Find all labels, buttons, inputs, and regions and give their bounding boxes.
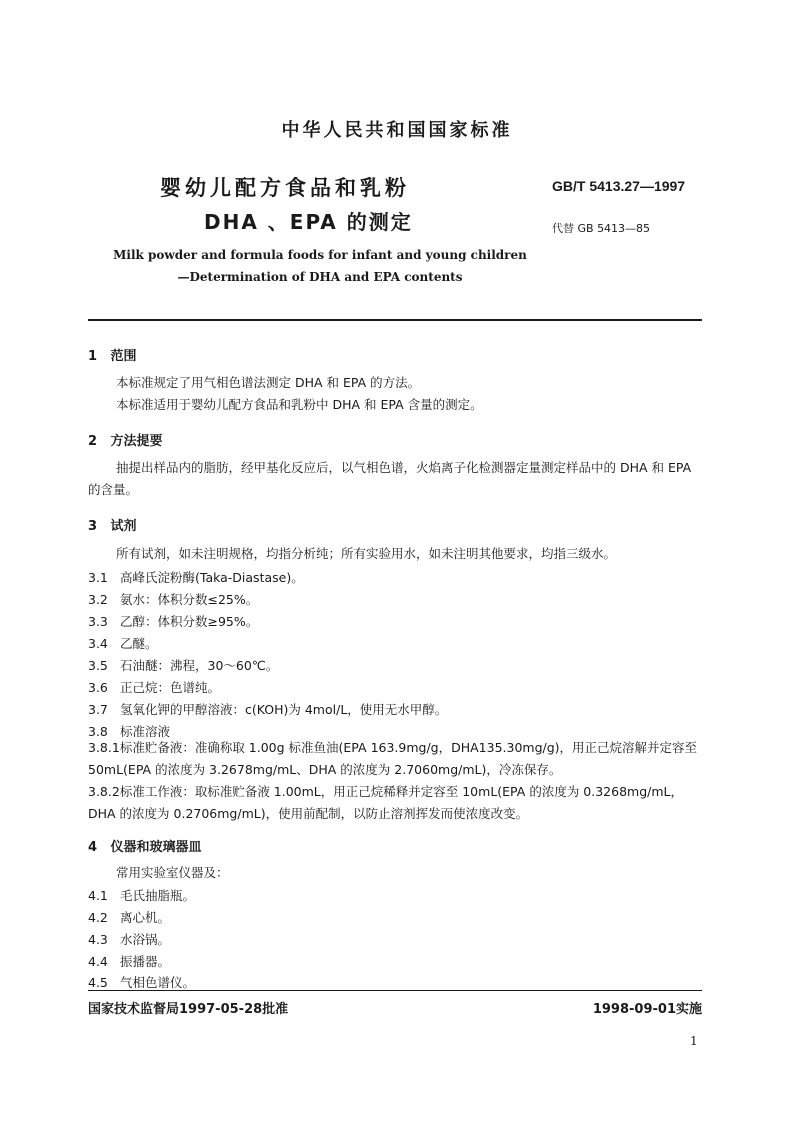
subsection-text: 标准工作液：取标准贮备液 1.00mL，用正己烷稀释并定容至 10mL(EPA 的浓度为 0.3268mg/mL，DHA 的浓度为 0.2706mg/mL)，使用前配制，以防止溶剂挥发而使浓度改变。 xyxy=(88,784,683,821)
footer-divider xyxy=(88,990,702,991)
list-item-number: 4.1 xyxy=(88,888,108,903)
list-item xyxy=(88,908,170,926)
section-3-intro: 所有试剂，如未注明规格，均指分析纯；所有实验用水，如未注明其他要求，均指三级水。 xyxy=(116,546,617,561)
section-1-paragraph-2: 本标准适用于婴幼儿配方食品和乳粉中 DHA 和 EPA 含量的测定。 xyxy=(116,397,483,412)
english-title-line1: Milk powder and formula foods for infant and young children xyxy=(113,248,527,262)
section-2-number: 2 xyxy=(88,434,98,449)
list-item-number: 3.8 xyxy=(88,724,108,739)
list-item-number: 3.4 xyxy=(88,636,108,651)
list-item xyxy=(88,612,258,630)
list-item-number: 3.1 xyxy=(88,570,108,585)
list-item-number: 4.5 xyxy=(88,975,108,990)
section-1-title: 范围 xyxy=(110,349,137,364)
subsection-text: 标准贮备液：准确称取 1.00g 标准鱼油(EPA 163.9mg/g，DHA135.30mg/g)，用正己烷溶解并定容至 50mL(EPA 的浓度为 3.2678mg/mL、DHA 的浓度为 2.7060mg/mL)，冷冻保存。 xyxy=(88,740,698,777)
effective-date: 1998-09-01实施 xyxy=(592,1002,702,1017)
section-2-title: 方法提要 xyxy=(110,434,163,449)
list-item xyxy=(88,930,170,948)
section-1-heading xyxy=(88,345,137,364)
list-item-text: 石油醚：沸程，30～60℃。 xyxy=(120,658,279,673)
list-item-number: 3.3 xyxy=(88,614,108,629)
list-item-number: 3.2 xyxy=(88,592,108,607)
section-2-paragraph: 抽提出样品内的脂肪，经甲基化反应后，以气相色谱，火焰离子化检测器定量测定样品中的 DHA 和 EPA 的含量。 xyxy=(88,460,692,497)
list-item xyxy=(88,952,170,970)
section-4-title: 仪器和玻璃器皿 xyxy=(110,840,202,855)
issuing-body: 中华人民共和国国家标准 xyxy=(281,120,513,141)
section-4-number: 4 xyxy=(88,840,98,855)
list-item-text: 氢氧化钾的甲醇溶液：c(KOH)为 4mol/L，使用无水甲醇。 xyxy=(120,702,448,717)
list-item-text: 标准溶液 xyxy=(120,724,171,739)
section-1-paragraph-1: 本标准规定了用气相色谱法测定 DHA 和 EPA 的方法。 xyxy=(116,375,421,390)
list-item-text: 气相色谱仪。 xyxy=(120,975,196,990)
list-item xyxy=(88,700,447,718)
list-item-text: 正己烷：色谱纯。 xyxy=(120,680,221,695)
list-item-number: 4.3 xyxy=(88,932,108,947)
list-item xyxy=(88,634,158,652)
standard-title-line2: DHA 、EPA 的测定 xyxy=(204,210,413,234)
list-item xyxy=(88,678,220,696)
english-title-line2: —Determination of DHA and EPA contents xyxy=(177,270,463,284)
list-item xyxy=(88,590,258,608)
section-4-heading xyxy=(88,836,202,855)
subsection-3-8-1 xyxy=(88,737,702,781)
section-4-intro: 常用实验室仪器及： xyxy=(116,865,229,880)
header-divider xyxy=(88,319,702,321)
section-3-heading xyxy=(88,515,137,534)
list-item xyxy=(88,656,278,674)
section-1-number: 1 xyxy=(88,349,98,364)
list-item-text: 毛氏抽脂瓶。 xyxy=(120,888,196,903)
list-item-number: 3.6 xyxy=(88,680,108,695)
list-item-number: 3.7 xyxy=(88,702,108,717)
replaces-note: 代替 GB 5413—85 xyxy=(552,222,651,235)
page-number: 1 xyxy=(690,1034,698,1048)
list-item-text: 乙醇：体积分数≥95%。 xyxy=(120,614,259,629)
list-item-number: 4.2 xyxy=(88,910,108,925)
list-item-text: 高峰氏淀粉酶(Taka-Diastase)。 xyxy=(120,570,304,585)
subsection-number: 3.8.2 xyxy=(88,784,120,799)
list-item-number: 3.5 xyxy=(88,658,108,673)
subsection-3-8-2 xyxy=(88,781,702,825)
standard-title-line1: 婴幼儿配方食品和乳粉 xyxy=(160,176,410,200)
list-item-text: 乙醚。 xyxy=(120,636,158,651)
section-3-number: 3 xyxy=(88,519,98,534)
list-item-text: 氨水：体积分数≤25%。 xyxy=(120,592,259,607)
list-item xyxy=(88,886,195,904)
section-2-heading xyxy=(88,430,163,449)
list-item-text: 水浴锅。 xyxy=(120,932,171,947)
subsection-number: 3.8.1 xyxy=(88,740,120,755)
list-item-text: 离心机。 xyxy=(120,910,171,925)
list-item xyxy=(88,568,304,586)
standard-code: GB/T 5413.27—1997 xyxy=(552,178,686,194)
list-item-number: 4.4 xyxy=(88,954,108,969)
section-3-title: 试剂 xyxy=(110,519,137,534)
list-item xyxy=(88,973,195,991)
approval-date: 国家技术监督局1997-05-28批准 xyxy=(88,1002,289,1017)
list-item-text: 振播器。 xyxy=(120,954,171,969)
